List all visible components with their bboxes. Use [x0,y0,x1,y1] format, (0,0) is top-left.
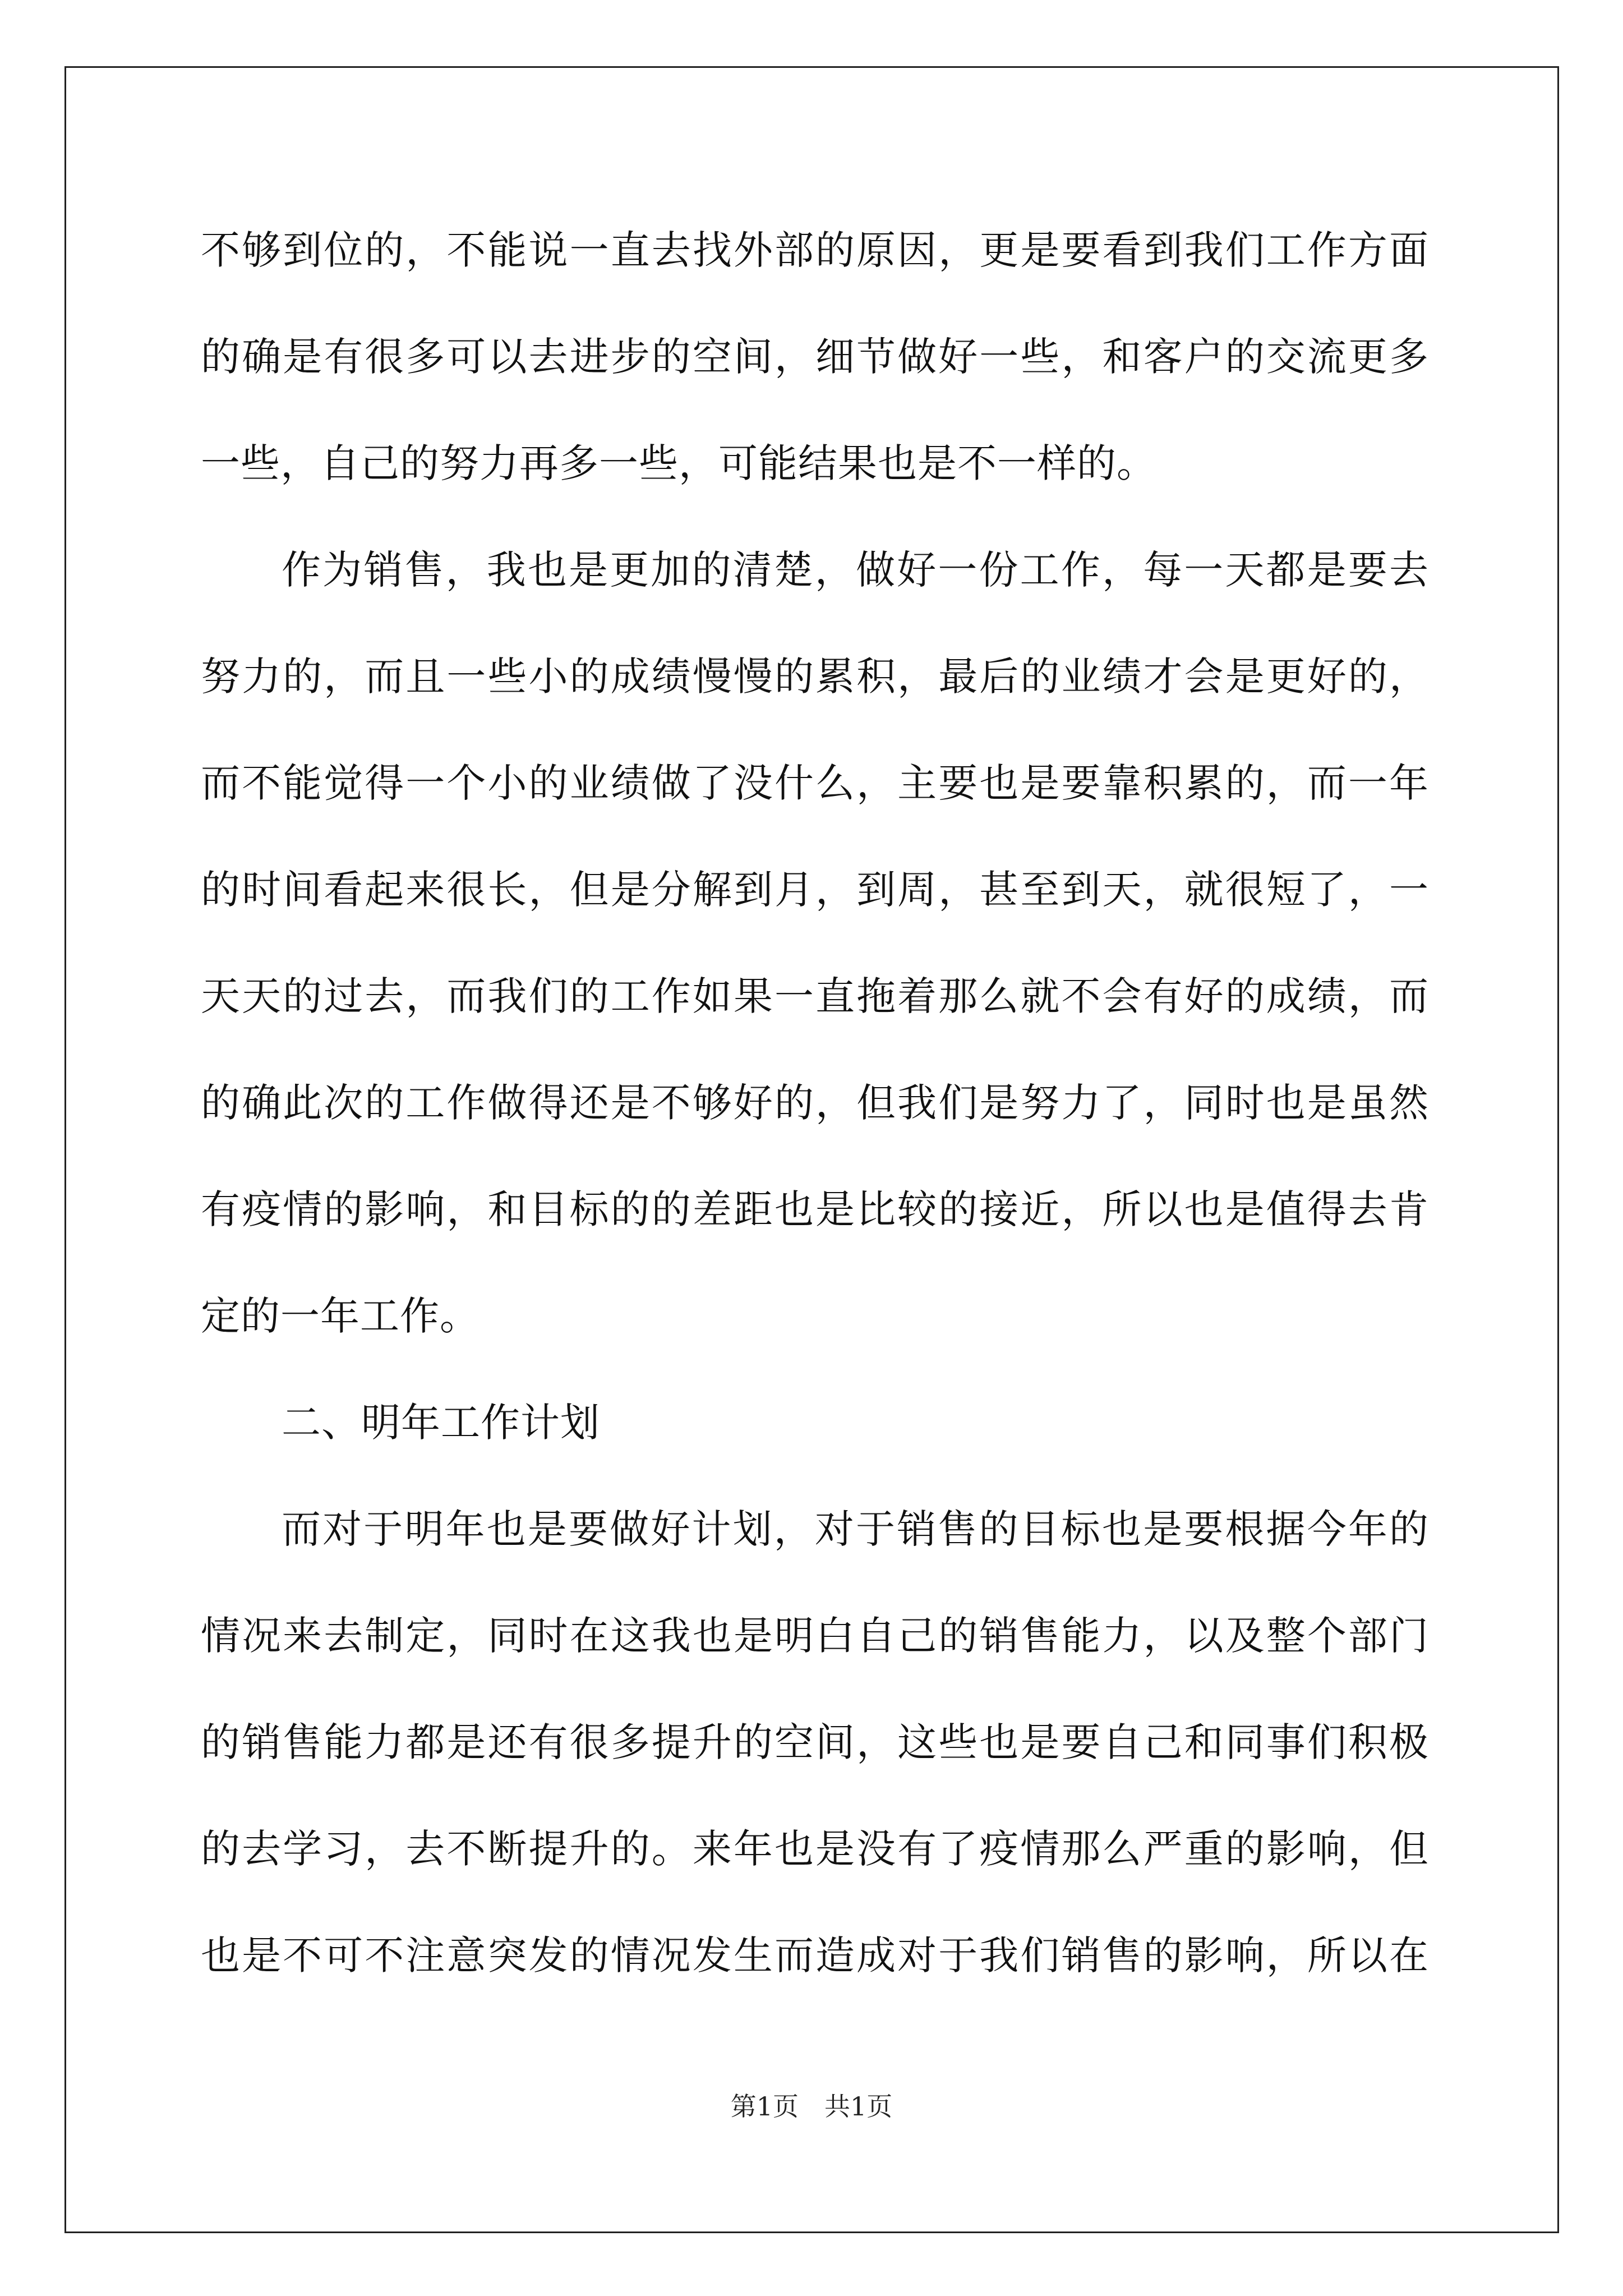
page-number: 第1页 共1页 [730,2091,893,2122]
body-text-line: 情况来去制定，同时在这我也是明白自己的销售能力，以及整个部门 [201,1613,1429,1659]
body-text-line: 定的一年工作。 [201,1293,479,1339]
body-text-line: 的确是有很多可以去进步的空间，细节做好一些，和客户的交流更多 [201,334,1429,380]
body-text-line: 的确此次的工作做得还是不够好的，但我们是努力了，同时也是虽然 [201,1080,1429,1126]
body-text-line: 不够到位的，不能说一直去找外部的原因，更是要看到我们工作方面 [201,227,1429,273]
body-text-line: 有疫情的影响，和目标的的差距也是比较的接近，所以也是值得去肯 [201,1186,1429,1232]
paragraph-first-line: 而对于明年也是要做好计划，对于销售的目标也是要根据今年的 [282,1506,1429,1552]
page-border [64,66,1559,2233]
body-text-line: 的时间看起来很长，但是分解到月，到周，甚至到天，就很短了，一 [201,867,1429,913]
body-text-line: 的销售能力都是还有很多提升的空间，这些也是要自己和同事们积极 [201,1719,1429,1765]
body-text-line: 的去学习，去不断提升的。来年也是没有了疫情那么严重的影响，但 [201,1826,1429,1872]
paragraph-first-line: 作为销售，我也是更加的清楚，做好一份工作，每一天都是要去 [282,547,1429,593]
section-heading: 二、明年工作计划 [282,1400,600,1446]
body-text-line: 也是不可不注意突发的情况发生而造成对于我们销售的影响，所以在 [201,1932,1429,1978]
body-text-line: 努力的，而且一些小的成绩慢慢的累积，最后的业绩才会是更好的， [201,654,1429,700]
body-text-line: 而不能觉得一个小的业绩做了没什么，主要也是要靠积累的，而一年 [201,760,1429,806]
body-text-line: 天天的过去，而我们的工作如果一直拖着那么就不会有好的成绩，而 [201,973,1429,1019]
body-text-line: 一些，自己的努力再多一些，可能结果也是不一样的。 [201,440,1156,486]
